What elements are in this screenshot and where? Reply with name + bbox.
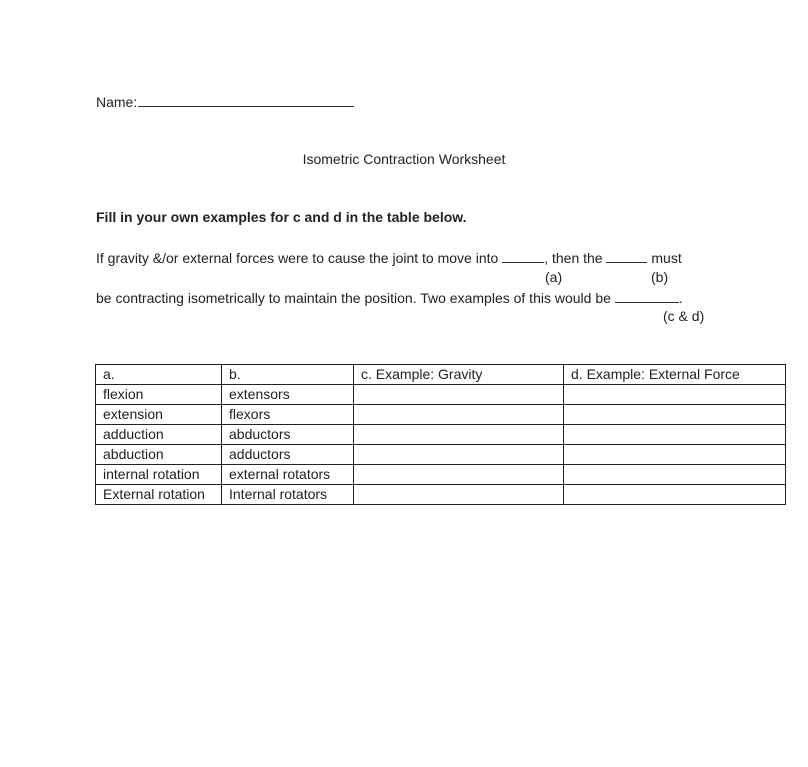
label-a: (a) — [545, 269, 563, 285]
instruction-text: Fill in your own examples for c and d in the table below. — [96, 209, 467, 225]
cell-external-example[interactable] — [564, 405, 786, 425]
cell-movement: internal rotation — [96, 465, 222, 485]
cell-movement: abduction — [96, 445, 222, 465]
cell-movement: extension — [96, 405, 222, 425]
cell-gravity-example[interactable] — [354, 405, 564, 425]
cell-external-example[interactable] — [564, 485, 786, 505]
table-row — [96, 445, 786, 465]
cell-muscle: external rotators — [222, 465, 354, 485]
cell-gravity-example[interactable] — [354, 425, 564, 445]
line2-end: . — [678, 290, 683, 306]
label-cd: (c & d) — [663, 308, 705, 324]
line2-text-1: be contracting isometrically to maintain the position. Two examples of this would be — [96, 290, 615, 306]
blank-cd[interactable] — [615, 289, 679, 303]
worksheet-table — [95, 364, 786, 505]
table-row — [96, 405, 786, 425]
cell-muscle: extensors — [222, 385, 354, 405]
name-blank[interactable] — [138, 92, 354, 107]
table-row — [96, 385, 786, 405]
name-field — [96, 92, 354, 110]
cell-movement: flexion — [96, 385, 222, 405]
cell-movement: External rotation — [96, 485, 222, 505]
cell-movement: adduction — [96, 425, 222, 445]
label-b: (b) — [651, 269, 669, 285]
table-row — [96, 485, 786, 505]
cell-gravity-example[interactable] — [354, 385, 564, 405]
cell-gravity-example[interactable] — [354, 445, 564, 465]
paragraph-line-1 — [96, 249, 682, 266]
header-a: a. — [96, 365, 222, 385]
line1-text-2: , then the — [544, 250, 607, 266]
cell-external-example[interactable] — [564, 465, 786, 485]
page-title: Isometric Contraction Worksheet — [302, 151, 506, 167]
cell-muscle: adductors — [222, 445, 354, 465]
name-label: Name: — [96, 94, 138, 110]
line1-text-1: If gravity &/or external forces were to cause the joint to move into — [96, 250, 503, 266]
blank-a[interactable] — [502, 249, 544, 263]
cell-muscle: flexors — [222, 405, 354, 425]
cell-external-example[interactable] — [564, 445, 786, 465]
cell-external-example[interactable] — [564, 385, 786, 405]
header-c: c. Example: Gravity — [354, 365, 564, 385]
table-row — [96, 425, 786, 445]
table-row — [96, 465, 786, 485]
cell-external-example[interactable] — [564, 425, 786, 445]
cell-gravity-example[interactable] — [354, 485, 564, 505]
blank-b[interactable] — [606, 249, 647, 263]
line1-text-3: must — [647, 250, 682, 266]
table-header-row — [96, 365, 786, 385]
cell-muscle: Internal rotators — [222, 485, 354, 505]
cell-gravity-example[interactable] — [354, 465, 564, 485]
header-b: b. — [222, 365, 354, 385]
cell-muscle: abductors — [222, 425, 354, 445]
header-d: d. Example: External Force — [564, 365, 786, 385]
paragraph-line-2 — [96, 289, 683, 306]
